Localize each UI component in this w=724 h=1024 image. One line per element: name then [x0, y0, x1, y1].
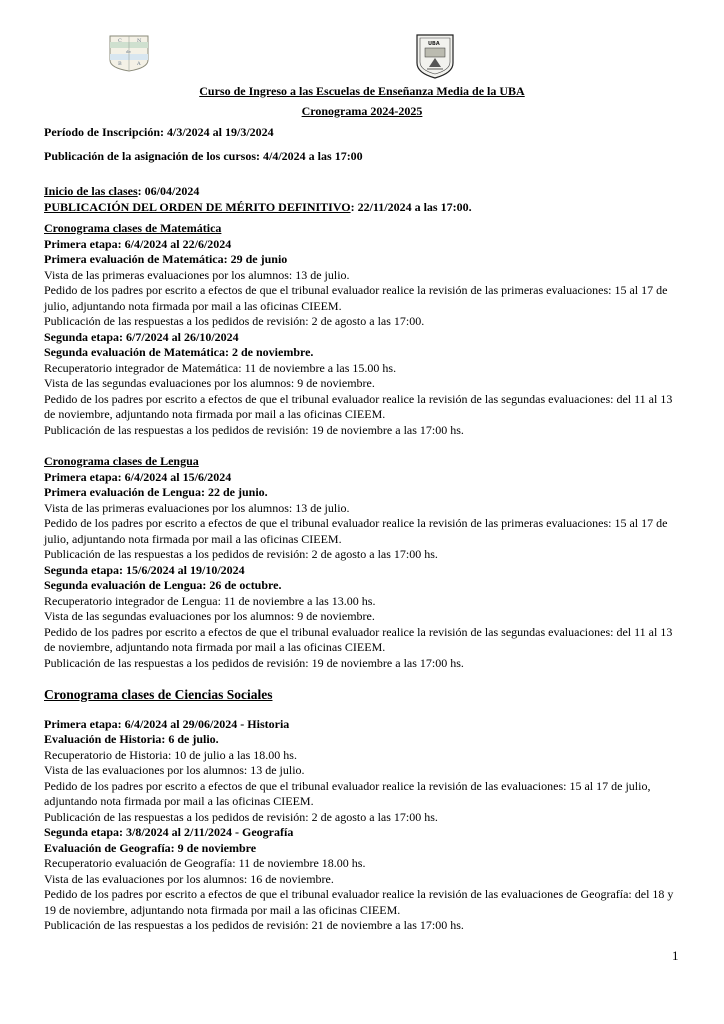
- lengua-line: Publicación de las respuestas a los pedidos de revisión: 19 de noviembre a las 17:00 hs.: [44, 655, 464, 670]
- sociales-primera-etapa: Primera etapa: 6/4/2024 al 29/06/2024 - Historia: [44, 716, 290, 731]
- sociales-line: Pedido de los padres por escrito a efectos de que el tribunal evaluador realice la revisión de las evaluaciones de Geografía: del 18 y 19 de noviembre, adjuntando nota firmada por mail a las oficinas CIEEM.: [44, 887, 674, 917]
- cnba-logo: [108, 34, 150, 72]
- page-number: 1: [672, 948, 679, 963]
- matematica-segunda-etapa: Segunda etapa: 6/7/2024 al 26/10/2024: [44, 329, 239, 344]
- uba-seal-logo: [414, 33, 456, 79]
- sociales-line: Vista de las evaluaciones por los alumnos: 13 de julio.: [44, 763, 305, 777]
- matematica-line: Publicación de las respuestas a los pedidos de revisión: 19 de noviembre a las 17:00 hs.: [44, 422, 464, 437]
- svg-text:C: C: [118, 38, 122, 44]
- matematica-section: [44, 221, 684, 438]
- matematica-line: Pedido de los padres por escrito a efectos de que el tribunal evaluador realice la revisión de las segundas evaluaciones: del 11 al 13 de noviembre, adjuntando nota firmada por mail a las oficinas CIEEM.: [44, 391, 673, 421]
- sociales-line: Vista de las evaluaciones por los alumnos: 16 de noviembre.: [44, 871, 334, 886]
- matematica-primera-etapa: Primera etapa: 6/4/2024 al 22/6/2024: [44, 236, 232, 251]
- svg-text:de: de: [126, 49, 131, 54]
- periodo-inscripcion: Período de Inscripción: 4/3/2024 al 19/3/2024: [44, 125, 274, 139]
- sociales-line: Recuperatorio evaluación de Geografía: 11 de noviembre 18.00 hs.: [44, 856, 366, 870]
- svg-text:B: B: [118, 61, 122, 67]
- matematica-line: Vista de las primeras evaluaciones por los alumnos: 13 de julio.: [44, 267, 350, 282]
- matematica-line: Publicación de las respuestas a los pedidos de revisión: 2 de agosto a las 17:00.: [44, 314, 425, 328]
- orden-merito-label: PUBLICACIÓN DEL ORDEN DE MÉRITO DEFINITIVO: [44, 199, 351, 214]
- document-body: [44, 84, 684, 934]
- sociales-line: Publicación de las respuestas a los pedidos de revisión: 2 de agosto a las 17:00 hs.: [44, 809, 438, 824]
- publicacion-orden-merito: [44, 200, 684, 216]
- lengua-primera-etapa: Primera etapa: 6/4/2024 al 15/6/2024: [44, 469, 232, 484]
- lengua-line: Publicación de las respuestas a los pedidos de revisión: 2 de agosto a las 17:00 hs.: [44, 547, 438, 561]
- sociales-line: Pedido de los padres por escrito a efectos de que el tribunal evaluador realice la revisión de las evaluaciones: 15 al 17 de julio, adjuntando nota firmada por mail a las oficinas CIEEM.: [44, 778, 651, 808]
- sociales-line: Publicación de las respuestas a los pedidos de revisión: 21 de noviembre a las 17:00 hs.: [44, 918, 464, 932]
- lengua-line: Vista de las primeras evaluaciones por los alumnos: 13 de julio.: [44, 500, 350, 515]
- lengua-heading: Cronograma clases de Lengua: [44, 454, 199, 468]
- sociales-evaluacion-geografia: Evaluación de Geografía: 9 de noviembre: [44, 840, 257, 855]
- lengua-section: [44, 454, 684, 671]
- inicio-clases-value: : 06/04/2024: [137, 184, 200, 198]
- svg-text:A: A: [137, 61, 141, 67]
- svg-text:UBA: UBA: [428, 41, 440, 47]
- orden-merito-value: : 22/11/2024 a las 17:00.: [350, 199, 472, 214]
- matematica-segunda-evaluacion: Segunda evaluación de Matemática: 2 de noviembre.: [44, 345, 314, 359]
- sociales-line: Recuperatorio de Historia: 10 de julio a las 18.00 hs.: [44, 747, 297, 762]
- inicio-clases-label: Inicio de las clases: [44, 184, 138, 198]
- lengua-line: Pedido de los padres por escrito a efectos de que el tribunal evaluador realice la revisión de las primeras evaluaciones: 15 al 17 de julio, adjuntando nota firmada por mail a las oficinas CIEEM.: [44, 516, 668, 546]
- lengua-line: Pedido de los padres por escrito a efectos de que el tribunal evaluador realice la revisión de las segundas evaluaciones: del 11 al 13 de noviembre, adjuntando nota firmada por mail a las oficinas CIEEM.: [44, 624, 673, 654]
- inicio-clases: [44, 184, 684, 200]
- matematica-line: Vista de las segundas evaluaciones por los alumnos: 9 de noviembre.: [44, 376, 375, 390]
- lengua-primera-evaluacion: Primera evaluación de Lengua: 22 de junio.: [44, 485, 268, 499]
- matematica-line: Recuperatorio integrador de Matemática: 11 de noviembre a las 15.00 hs.: [44, 360, 397, 375]
- publicacion-asignacion: Publicación de la asignación de los cursos: 4/4/2024 a las 17:00: [44, 148, 363, 163]
- document-title: Curso de Ingreso a las Escuelas de Enseñanza Media de la UBA: [199, 84, 525, 98]
- sociales-evaluacion-historia: Evaluación de Historia: 6 de julio.: [44, 732, 219, 746]
- svg-text:N: N: [137, 38, 142, 44]
- lengua-segunda-evaluacion: Segunda evaluación de Lengua: 26 de octubre.: [44, 578, 282, 592]
- lengua-segunda-etapa: Segunda etapa: 15/6/2024 al 19/10/2024: [44, 562, 245, 577]
- matematica-primera-evaluacion: Primera evaluación de Matemática: 29 de junio: [44, 252, 288, 266]
- matematica-heading: Cronograma clases de Matemática: [44, 221, 222, 235]
- lengua-line: Recuperatorio integrador de Lengua: 11 de noviembre a las 13.00 hs.: [44, 593, 376, 608]
- sociales-heading: Cronograma clases de Ciencias Sociales: [44, 687, 273, 702]
- lengua-line: Vista de las segundas evaluaciones por los alumnos: 9 de noviembre.: [44, 609, 375, 623]
- matematica-line: Pedido de los padres por escrito a efectos de que el tribunal evaluador realice la revisión de las primeras evaluaciones: 15 al 17 de julio, adjuntando nota firmada por mail a las oficinas CIEEM.: [44, 283, 668, 313]
- sociales-section: [44, 687, 684, 934]
- sociales-segunda-etapa: Segunda etapa: 3/8/2024 al 2/11/2024 - Geografía: [44, 825, 294, 839]
- document-subtitle: Cronograma 2024-2025: [301, 103, 423, 118]
